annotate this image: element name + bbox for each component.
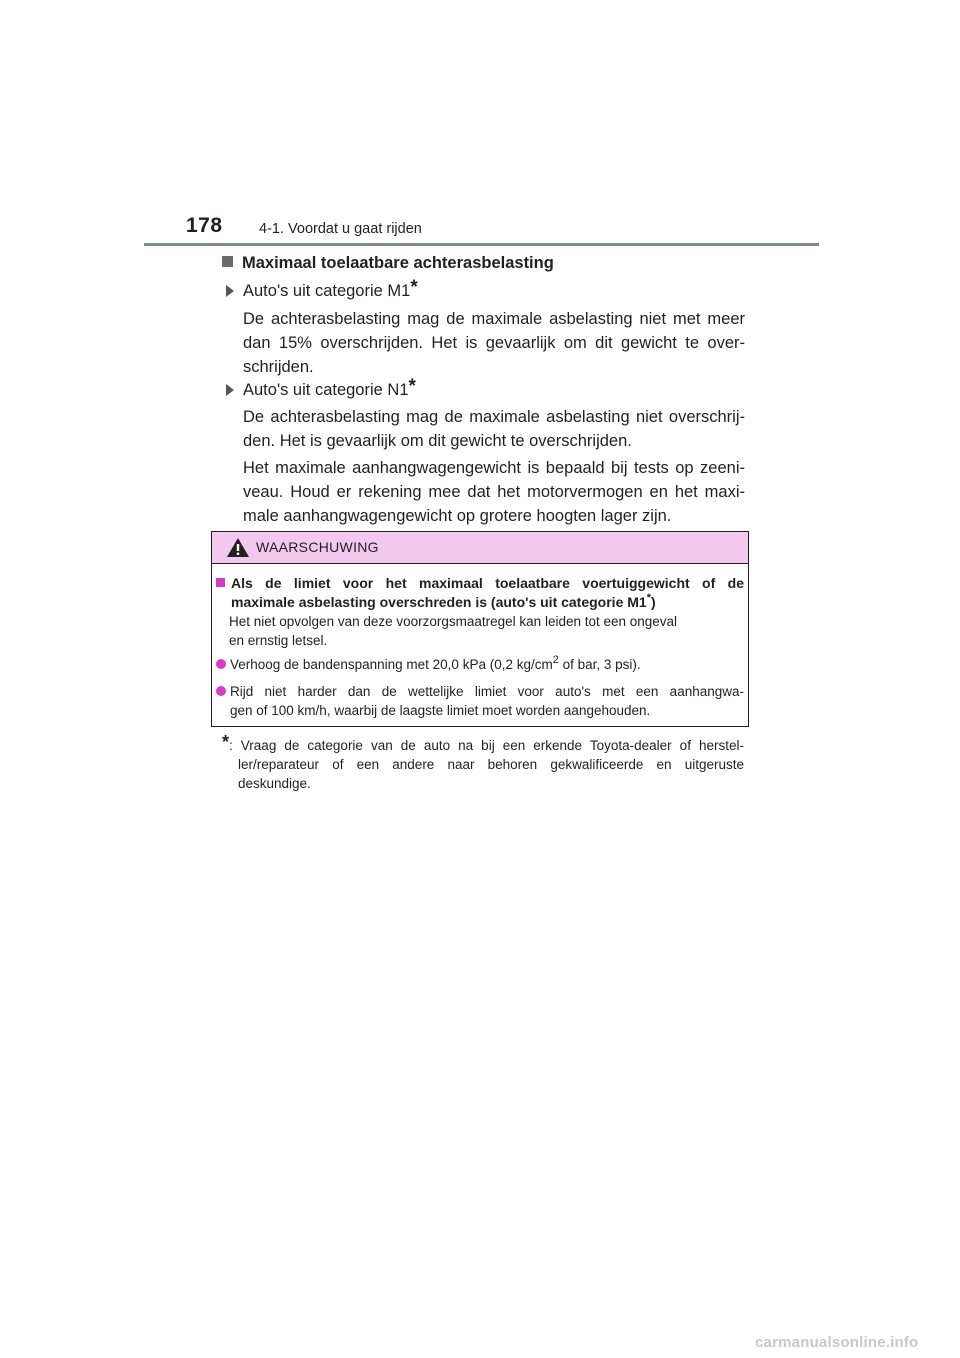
m1-line-2: dan 15% overschrijden. Het is gevaarlijk om dit gewicht te over- bbox=[243, 334, 745, 352]
warning-bullet-1 bbox=[216, 655, 744, 674]
m1-line-3: schrijden. bbox=[243, 358, 314, 376]
warning-header bbox=[212, 532, 748, 564]
m1-line-1: De achterasbelasting mag de maximale asbelasting niet met meer bbox=[243, 310, 745, 328]
watermark: carmanualsonline.info bbox=[755, 1334, 919, 1351]
warning-description bbox=[229, 612, 744, 650]
heading-text: Maximaal toelaatbare achterasbelasting bbox=[242, 254, 554, 272]
square-bullet-icon bbox=[222, 256, 233, 267]
section-heading bbox=[222, 254, 554, 273]
warning-bullet-2 bbox=[216, 682, 744, 720]
bullet1-post: of bar, 3 psi). bbox=[558, 657, 641, 672]
bullet1-pre: Verhoog de bandenspanning met 20,0 kPa (0,2 kg/cm bbox=[230, 657, 553, 672]
square-bullet-icon bbox=[216, 578, 225, 587]
footnote-asterisk: * bbox=[222, 732, 230, 752]
page-header bbox=[0, 0, 960, 250]
warning-desc-line-1: Het niet opvolgen van deze voorzorgsmaatregel kan leiden tot een ongeval bbox=[229, 614, 678, 629]
subheading-n1 bbox=[226, 376, 416, 400]
n1-line-2: den. Het is gevaarlijk om dit gewicht te overschrijden. bbox=[243, 432, 632, 450]
footnote-line-3: deskundige. bbox=[238, 776, 311, 791]
warning-title-close: ) bbox=[650, 594, 656, 610]
header-divider bbox=[144, 243, 819, 246]
footnote-line-1: : Vraag de categorie van de auto na bij een erkende Toyota-dealer of herstel- bbox=[229, 738, 744, 753]
circle-bullet-icon bbox=[216, 686, 226, 696]
warning-label: WAARSCHUWING bbox=[256, 539, 379, 555]
warning-triangle-icon bbox=[227, 538, 249, 557]
warning-title bbox=[216, 574, 744, 612]
n1-label: Auto's uit categorie N1 bbox=[243, 381, 409, 399]
warning-desc-line-2: en ernstig letsel. bbox=[229, 633, 328, 648]
n1-line-5: male aanhangwagengewicht op grotere hoogten lager zijn. bbox=[243, 507, 672, 525]
subheading-m1 bbox=[226, 277, 418, 301]
warning-box bbox=[211, 531, 749, 727]
circle-bullet-icon bbox=[216, 659, 226, 669]
asterisk-mark: * bbox=[410, 277, 418, 298]
triangle-bullet-icon bbox=[226, 384, 234, 396]
triangle-bullet-icon bbox=[226, 285, 234, 297]
superscript-two: 2 bbox=[552, 654, 559, 666]
n1-line-3: Het maximale aanhangwagengewicht is bepaald bij tests op zeeni- bbox=[243, 459, 745, 477]
n1-paragraph-1 bbox=[243, 405, 745, 453]
n1-line-4: veau. Houd er rekening mee dat het motorvermogen en het maxi- bbox=[243, 483, 745, 501]
n1-paragraph-2 bbox=[243, 456, 745, 528]
m1-paragraph bbox=[243, 307, 745, 379]
m1-label: Auto's uit categorie M1 bbox=[243, 282, 411, 300]
section-title: 4-1. Voordat u gaat rijden bbox=[259, 221, 422, 237]
warning-title-line-1: Als de limiet voor het maximaal toelaatbare voertuiggewicht of de bbox=[231, 575, 744, 591]
page-number: 178 bbox=[186, 214, 223, 237]
bullet2-line-1: Rijd niet harder dan de wettelijke limiet voor auto's met een aanhangwa- bbox=[230, 684, 744, 699]
bullet2-line-2: gen of 100 km/h, waarbij de laagste limiet moet worden aangehouden. bbox=[230, 703, 651, 718]
footnote bbox=[222, 732, 744, 793]
warning-title-line-2: maximale asbelasting overschreden is (auto's uit categorie M1 bbox=[231, 594, 647, 610]
footnote-line-2: ler/reparateur of een andere naar behoren gekwalificeerde en uitgeruste bbox=[238, 757, 744, 772]
asterisk-mark: * bbox=[646, 592, 651, 604]
n1-line-1: De achterasbelasting mag de maximale asbelasting niet overschrij- bbox=[243, 408, 745, 426]
asterisk-mark: * bbox=[408, 376, 416, 397]
